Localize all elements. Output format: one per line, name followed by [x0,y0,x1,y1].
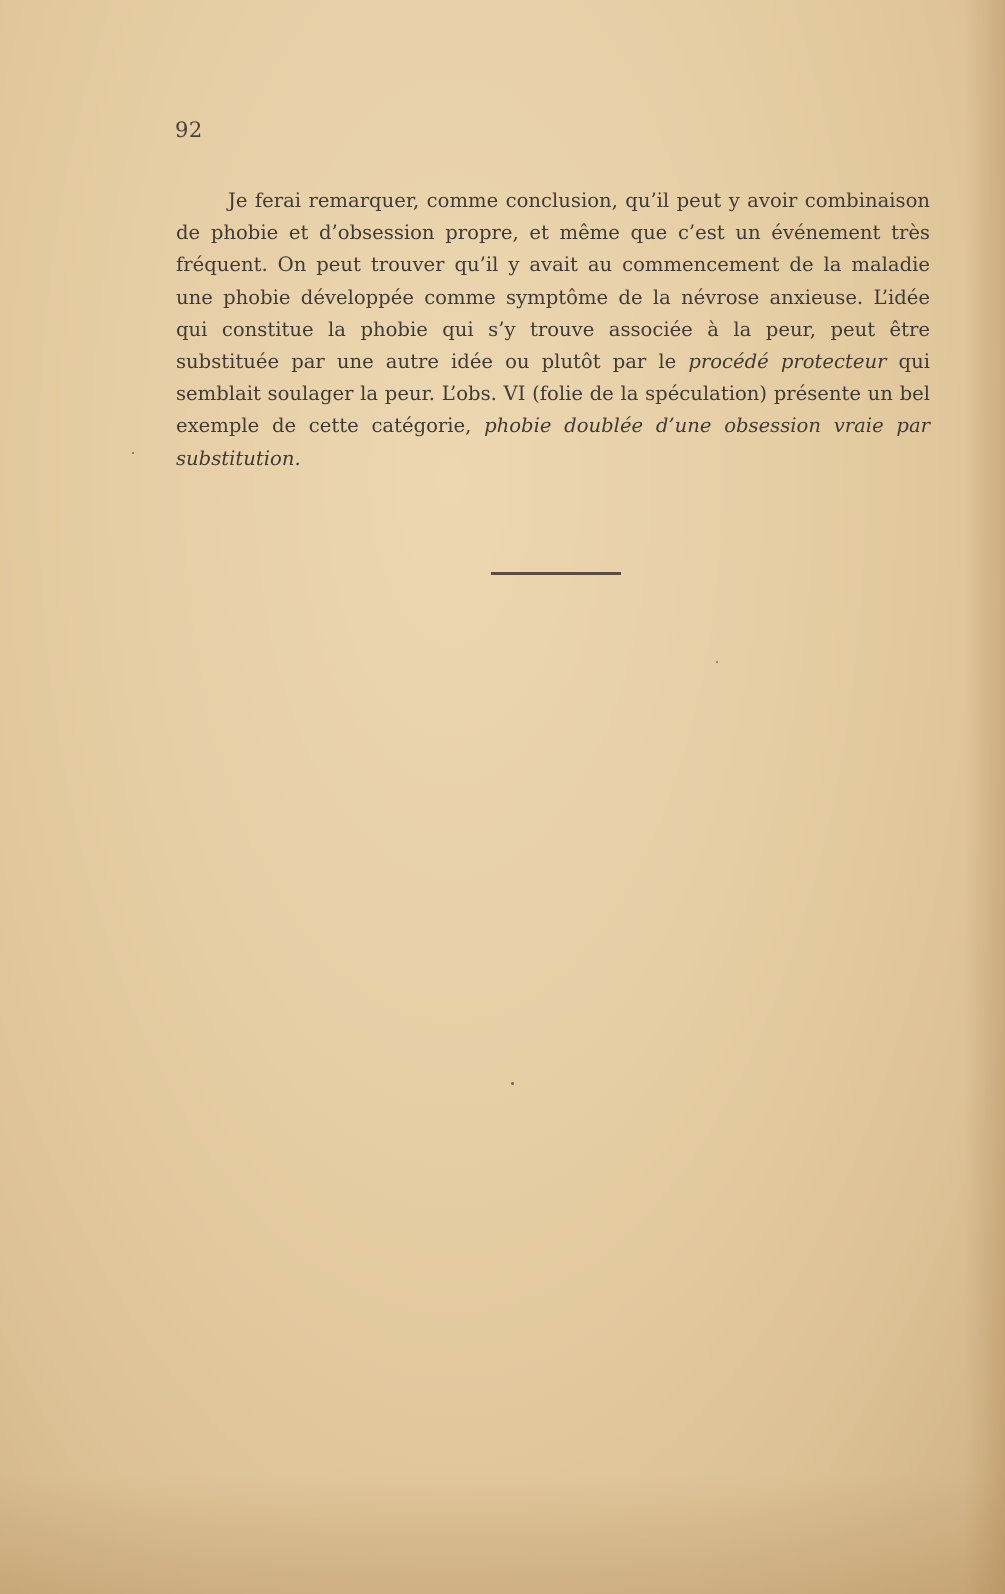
paper-speck [511,1082,514,1085]
page-number: 92 [175,118,203,142]
italic-phrase-2: phobie doublée d’une obsession vraie par substitution. [176,414,930,470]
section-divider [491,572,621,575]
italic-phrase-1: procédé protecteur [688,350,887,374]
page-edge-shadow-bottom [0,1474,1005,1594]
paper-speck [716,661,718,663]
paragraph-text-2: qui semblait soulager la peur. L’obs. VI (folie de la spéculation) présente un bel exemple de cette catégorie, [176,350,930,438]
page-edge-shadow-right [965,0,1005,1594]
paragraph [176,185,930,475]
paper-speck [132,452,134,454]
paragraph-text-1: Je ferai remarquer, comme conclusion, qu’il peut y avoir combinaison de phobie et d’obsession propre, et même que c’est un événement très fréquent. On peut trouver qu’il y avait au commencement de la maladie une phobie développée comme symptôme de la névrose anxieuse. L’idée qui constitue la phobie qui s’y trouve associée à la peur, peut être substituée par une autre idée ou plutôt par le [176,189,930,374]
